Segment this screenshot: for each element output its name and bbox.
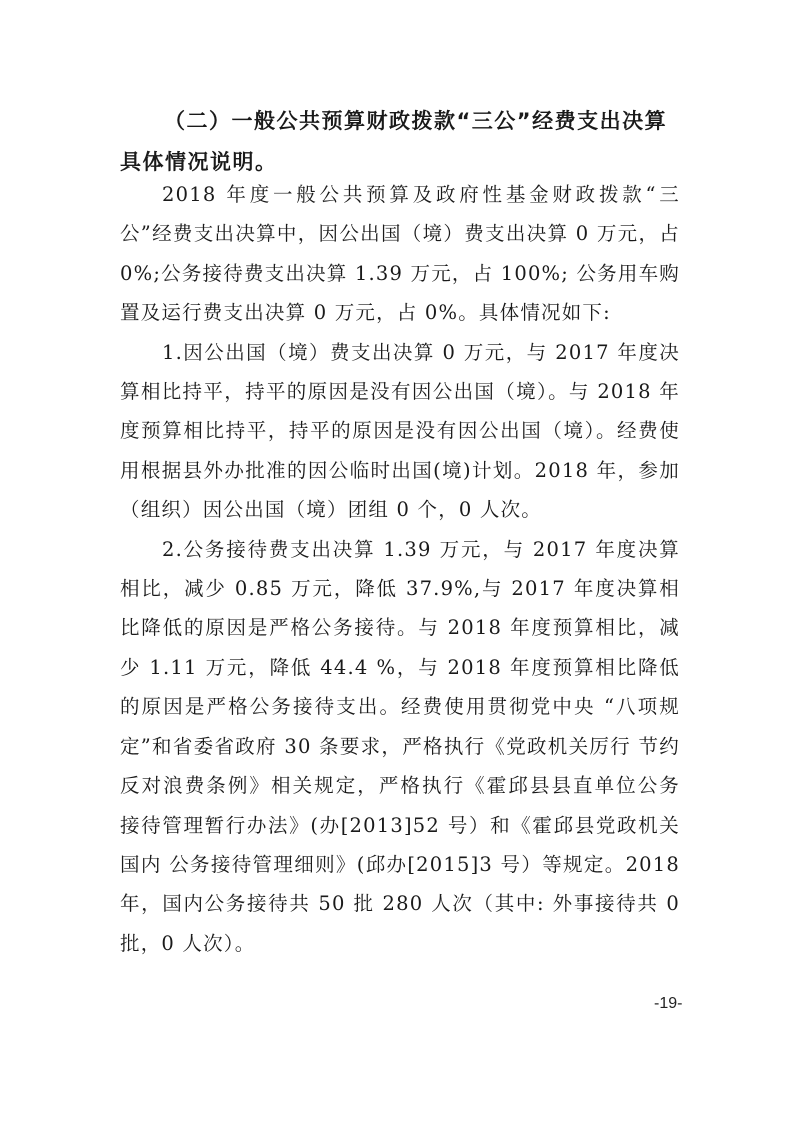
paragraph-overseas-travel: 1.因公出国（境）费支出决算 0 万元，与 2017 年度决算相比持平，持平的原因是没有因公出国（境）。与 2018 年度预算相比持平，持平的原因是没有因公出国（境）。经费使用根据县外办批准的因公临时出国(境)计划。2018 年，参加（组织）因公出国（境）团组 0 个，0 人次。 [120, 340, 680, 522]
section-heading [120, 101, 680, 183]
document-body [120, 175, 680, 963]
page-number: -19- [654, 995, 683, 1012]
paragraph-summary: 2018 年度一般公共预算及政府性基金财政拨款“三公”经费支出决算中，因公出国（境）费支出决算 0 万元，占 0%;公务接待费支出决算 1.39 万元，占 100%; 公务用车购置及运行费支出决算 0 万元，占 0%。具体情况如下: [120, 183, 680, 325]
paragraph-official-reception: 2.公务接待费支出决算 1.39 万元，与 2017 年度决算相比，减少 0.85 万元，降低 37.9%,与 2017 年度决算相比降低的原因是严格公务接待。与 2018 年度预算相比，减少 1.11 万元，降低 44.4 %，与 2018 年度预算相比降低的原因是严格公务接待支出。经费使用贯彻党中央 “八项规定”和省委省政府 30 条要求，严格执行《党政机关厉行 节约反对浪费条例》相关规定，严格执行《霍邱县县直单位公务 接待管理暂行办法》(办[2013]52 号）和《霍邱县党政机关国内 公务接待管理细则》(邱办[2015]3 号）等规定。2018 年，国内公务接待共 50 批 280 人次（其中: 外事接待共 0 批，0 人次）。 [120, 537, 680, 955]
section-heading-text: （二）一般公共预算财政拨款“三公”经费支出决算具体情况说明。 [120, 109, 668, 174]
